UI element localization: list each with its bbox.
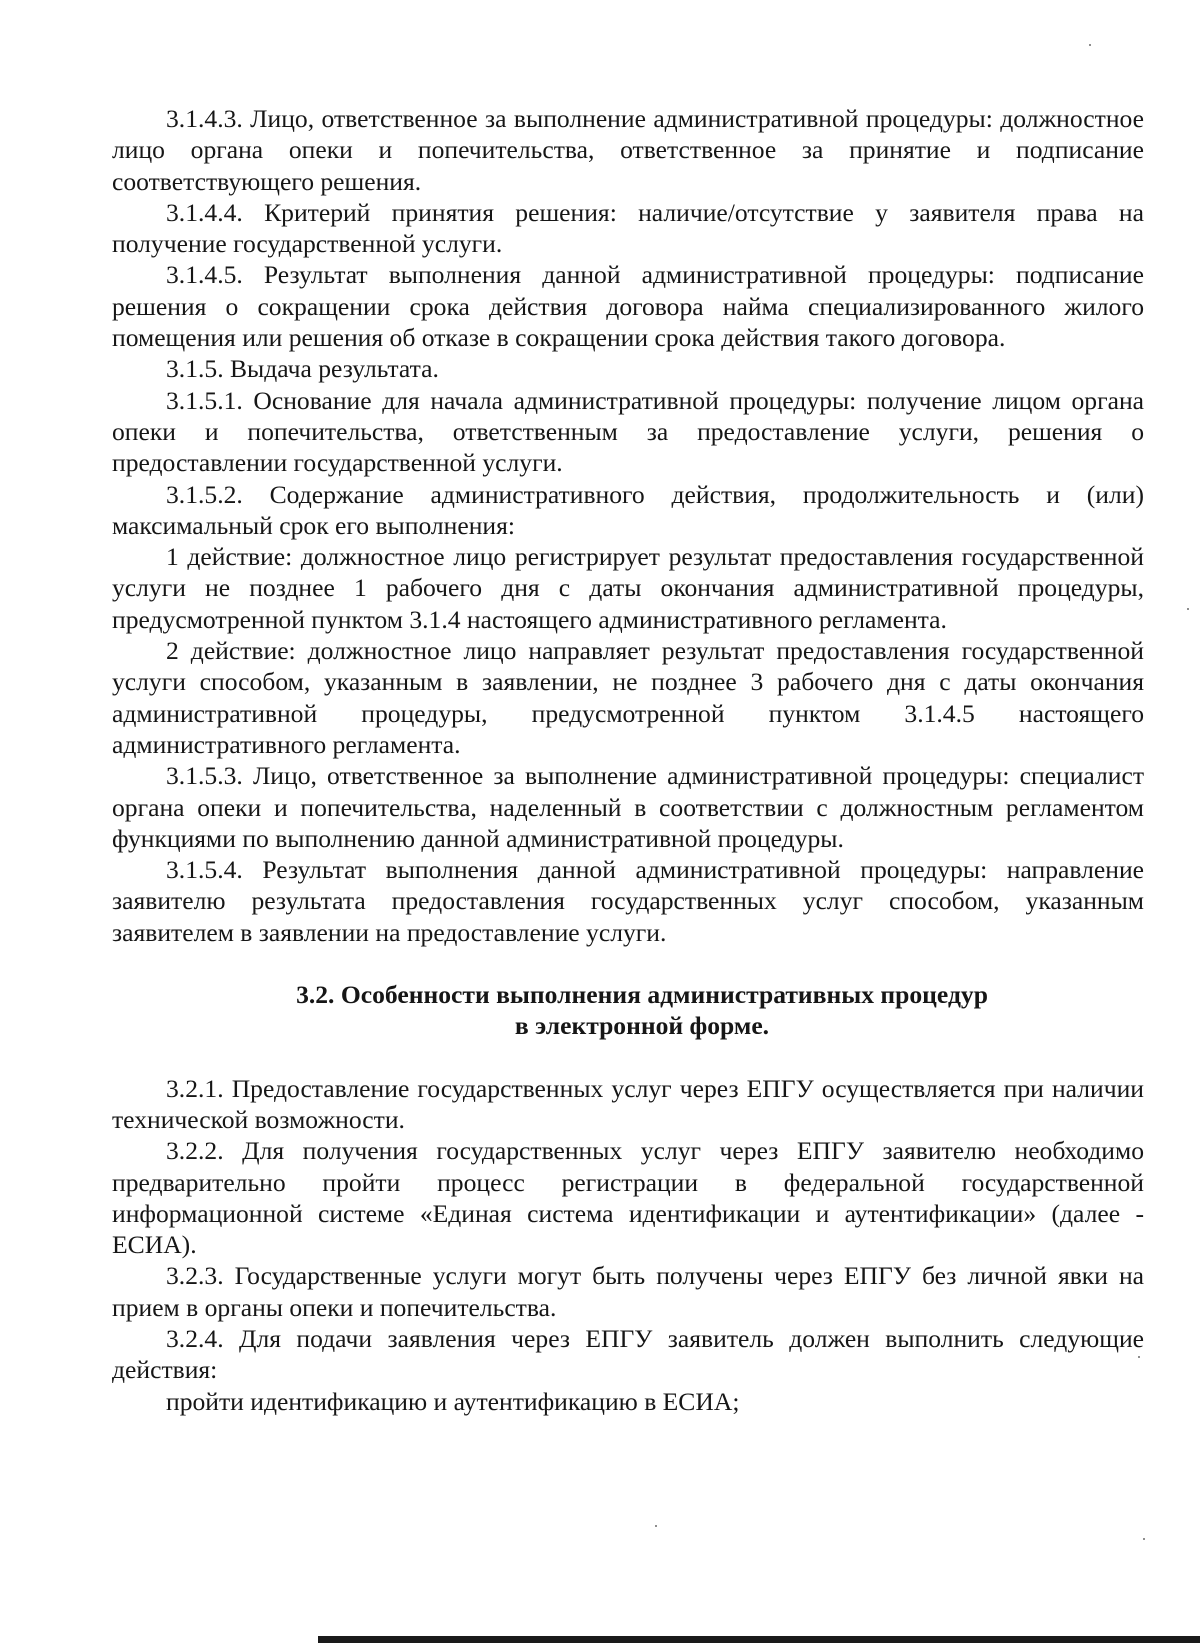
paragraph-3-1-5: 3.1.5. Выдача результата.	[166, 354, 439, 384]
section-heading-line-2: в электронной форме.	[514, 1011, 770, 1041]
section-heading-line-1: 3.2. Особенности выполнения административных процедур	[296, 980, 988, 1010]
paragraph-3-1-4-5: 3.1.4.5. Результат выполнения данной административной процедуры: подписание решения о сокращении срока действия договора найма специализированного жилого помещения или решения об отказе в сокращении срока действия такого договора.	[112, 260, 1144, 353]
paragraph-3-1-5-1: 3.1.5.1. Основание для начала административной процедуры: получение лицом органа опеки и попечительства, ответственным за предоставление услуги, решения о предоставлении государственной услуги.	[112, 385, 1144, 478]
paragraph-3-1-5-3: 3.1.5.3. Лицо, ответственное за выполнение административной процедуры: специалист органа опеки и попечительства, наделенный в соответствии с должностным регламентом функциями по выполнению данной административной процедуры.	[112, 761, 1144, 853]
paragraph-3-1-5-4: 3.1.5.4. Результат выполнения данной административной процедуры: направление заявителю результата предоставления государственных услуг способом, указанным заявителем в заявлении на предоставление услуги.	[112, 855, 1144, 947]
paragraph-3-2-4: 3.2.4. Для подачи заявления через ЕПГУ заявитель должен выполнить следующие действия:	[112, 1323, 1144, 1385]
scan-bottom-edge	[318, 1636, 1200, 1643]
paragraph-3-2-1: 3.2.1. Предоставление государственных услуг через ЕПГУ осуществляется при наличии технической возможности.	[112, 1073, 1144, 1134]
paragraph-action-1: 1 действие: должностное лицо регистрирует результат предоставления государственной услуги не позднее 1 рабочего дня с даты окончания административной процедуры, предусмотренной пунктом 3.1.4 настоящего административного регламента.	[112, 542, 1144, 634]
paragraph-esia-step: пройти идентификацию и аутентификацию в ЕСИА;	[166, 1386, 740, 1416]
paragraph-3-1-4-4: 3.1.4.4. Критерий принятия решения: наличие/отсутствие у заявителя права на получение государственной услуги.	[112, 197, 1144, 259]
document-body	[112, 103, 1144, 1417]
scan-speck	[1138, 1356, 1140, 1358]
scan-speck	[1143, 1538, 1145, 1540]
spacer-after-heading	[112, 1042, 1144, 1073]
section-heading	[112, 979, 1144, 1042]
spacer-before-heading	[112, 948, 1144, 979]
paragraph-3-1-5-2: 3.1.5.2. Содержание административного действия, продолжительность и (или) максимальный срок его выполнения:	[112, 479, 1144, 540]
scan-speck	[655, 1525, 657, 1527]
paragraph-3-2-3: 3.2.3. Государственные услуги могут быть получены через ЕПГУ без личной явки на прием в органы опеки и попечительства.	[112, 1261, 1144, 1322]
paragraph-3-2-2: 3.2.2. Для получения государственных услуг через ЕПГУ заявителю необходимо предварительно пройти процесс регистрации в федеральной государственной информационной системе «Единая система идентификации и аутентификации» (далее - ЕСИА).	[112, 1136, 1144, 1260]
scan-speck	[1187, 608, 1189, 610]
scan-speck	[1089, 44, 1091, 46]
paragraph-action-2: 2 действие: должностное лицо направляет результат предоставления государственной услуги способом, указанным в заявлении, не позднее 3 рабочего дня с даты окончания административной процедуры, предусмотренной пунктом 3.1.4.5 настоящего административного регламента.	[112, 636, 1144, 759]
paragraph-3-1-4-3: 3.1.4.3. Лицо, ответственное за выполнение административной процедуры: должностное лицо органа опеки и попечительства, ответственное за принятие и подписание соответствующего решения.	[112, 104, 1144, 196]
